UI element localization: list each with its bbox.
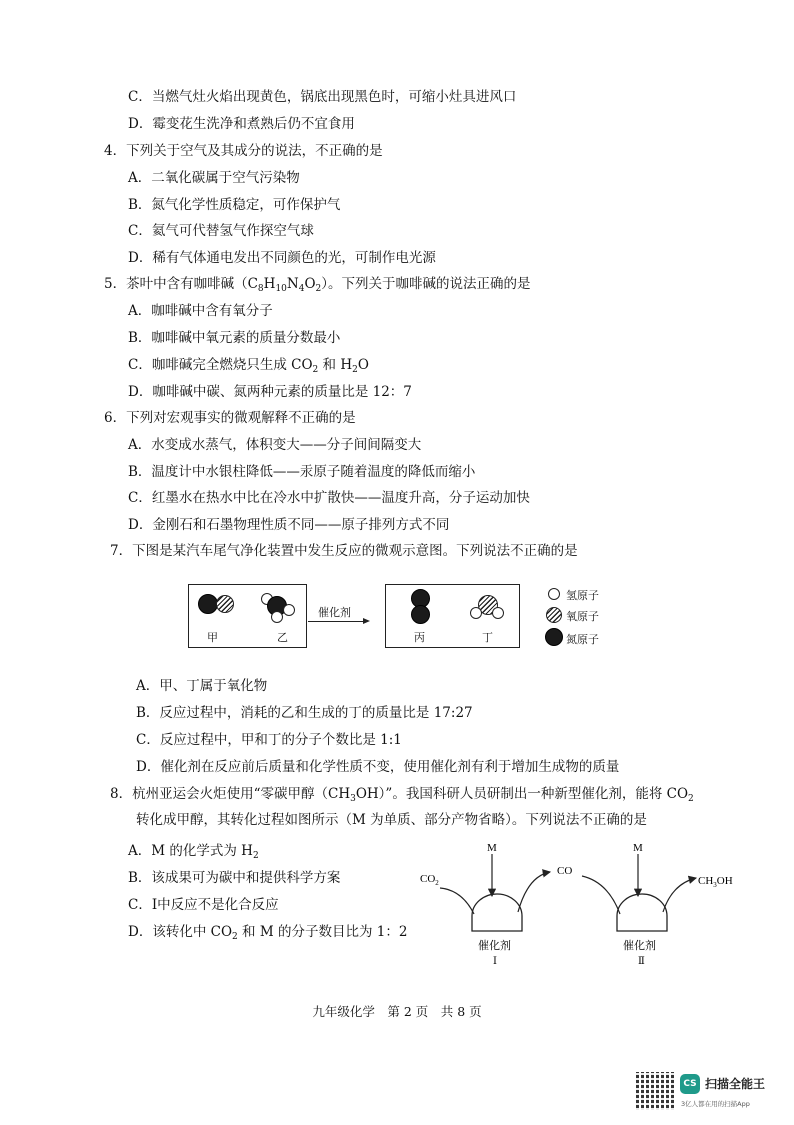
label-bing: 丙	[414, 631, 425, 644]
reactants-box	[188, 584, 307, 648]
label-ding: 丁	[482, 631, 493, 644]
q7-option-c: C．反应过程中，甲和丁的分子个数比是 1:1	[136, 732, 402, 748]
hydrogen-atom	[470, 607, 482, 619]
q3-option-d: D．霉变花生洗净和煮熟后仍不宜食用	[128, 116, 355, 132]
q5-stem: 5．茶叶中含有咖啡碱$(C_8H_{10}N_4O_2)$。下列关于咖啡碱的说法正确的是	[104, 276, 531, 294]
camscanner-logo: CS	[680, 1074, 700, 1094]
q8-conversion-diagram	[410, 836, 760, 976]
q5-option-c: C．咖啡碱完全燃烧只生成 $CO_2$ 和 $H_2O$	[128, 357, 369, 375]
qr-code-icon	[636, 1072, 674, 1110]
co-out-arrow	[518, 872, 550, 912]
legend-hydrogen-icon	[548, 588, 560, 600]
q6-option-b: B．温度计中水银柱降低——汞原子随着温度的降低而缩小	[128, 464, 476, 480]
products-box	[385, 584, 520, 648]
q7-option-d: D．催化剂在反应前后质量和化学性质不变，使用催化剂有利于增加生成物的质量	[136, 759, 620, 775]
co-label: CO	[557, 865, 573, 877]
q6-stem: 6．下列对宏观事实的微观解释不正确的是	[104, 410, 356, 426]
label-jia: 甲	[207, 631, 218, 644]
nitrogen-atom	[411, 605, 430, 624]
q6-option-c: C．红墨水在热水中比在冷水中扩散快——温度升高，分子运动加快	[128, 490, 530, 506]
legend-oxygen-label: 氧原子	[566, 610, 599, 623]
oxygen-atom	[216, 595, 234, 613]
hydrogen-atom	[492, 607, 504, 619]
q6-option-a: A．水变成水蒸气，体积变大——分子间间隔变大	[128, 437, 422, 453]
camscanner-tagline: 3亿人都在用的扫描App	[681, 1100, 750, 1108]
nitrogen-atom	[198, 594, 218, 614]
m1-label: M	[487, 842, 497, 854]
co2-label: $CO_2$	[420, 873, 439, 887]
legend-hydrogen-label: 氢原子	[566, 589, 599, 602]
arrow-head	[363, 618, 370, 624]
ch3oh-label: $CH_3OH$	[698, 875, 733, 889]
camscanner-name: 扫描全能王	[705, 1077, 766, 1091]
q7-stem: 7．下图是某汽车尾气净化装置中发生反应的微观示意图。下列说法不正确的是	[110, 543, 578, 559]
q5-option-a: A．咖啡碱中含有氧分子	[128, 303, 273, 319]
q8-option-b: B．该成果可为碳中和提供科学方案	[128, 870, 341, 886]
reaction-arrow	[308, 621, 364, 622]
hydrogen-atom	[271, 611, 283, 623]
legend-nitrogen-icon	[545, 628, 563, 646]
q4-option-b: B．氮气化学性质稳定，可作保护气	[128, 197, 341, 213]
catalyst-two-number: Ⅱ	[638, 956, 645, 967]
q8-option-a: A．M 的化学式为 $H_2$	[128, 843, 259, 861]
ch3oh-out-arrow	[663, 878, 696, 912]
q7-option-a: A．甲、丁属于氧化物	[136, 678, 268, 694]
m2-label: M	[633, 842, 643, 854]
q4-option-c: C．氦气可代替氢气作探空气球	[128, 223, 314, 239]
legend-nitrogen-label: 氮原子	[566, 633, 599, 646]
co-in-arrow	[582, 876, 620, 914]
q4-stem: 4．下列关于空气及其成分的说法，不正确的是	[104, 143, 383, 159]
q6-option-d: D．金刚石和石墨物理性质不同——原子排列方式不同	[128, 517, 450, 533]
catalyst-two-label: 催化剂	[623, 939, 656, 952]
q3-option-c: C．当燃气灶火焰出现黄色，锅底出现黑色时，可缩小灶具进风口	[128, 89, 517, 105]
q4-option-a: A．二氧化碳属于空气污染物	[128, 170, 300, 186]
q5-option-d: D．咖啡碱中碳、氮两种元素的质量比是 12：7	[128, 384, 412, 400]
page-footer: 九年级化学 第 2 页 共 8 页	[312, 1004, 482, 1019]
co2-in-arrow	[440, 888, 474, 914]
q7-option-b: B．反应过程中，消耗的乙和生成的丁的质量比是 17:27	[136, 705, 473, 721]
catalyst-label: 催化剂	[318, 606, 351, 619]
catalyst-one-label: 催化剂	[478, 939, 511, 952]
catalyst-two-dome	[617, 894, 667, 931]
catalyst-one-number: Ⅰ	[493, 956, 497, 967]
legend-oxygen-icon	[546, 607, 562, 623]
catalyst-one-dome	[472, 894, 522, 931]
q5-option-b: B．咖啡碱中氧元素的质量分数最小	[128, 330, 341, 346]
q8-stem-line2: 转化成甲醇，其转化过程如图所示（M 为单质、部分产物省略）。下列说法不正确的是	[136, 812, 647, 828]
hydrogen-atom	[283, 604, 295, 616]
q8-stem: 8．杭州亚运会火炬使用“零碳甲醇$(CH_3OH)$”。我国科研人员研制出一种新型催化剂，能将 $CO_2$	[110, 786, 694, 804]
q4-option-d: D．稀有气体通电发出不同颜色的光，可制作电光源	[128, 250, 436, 266]
label-yi: 乙	[277, 631, 288, 644]
q8-option-c: C．Ⅰ中反应不是化合反应	[128, 897, 279, 913]
q8-option-d: D．该转化中 $CO_2$ 和 M 的分子数目比为 1：2	[128, 924, 408, 942]
